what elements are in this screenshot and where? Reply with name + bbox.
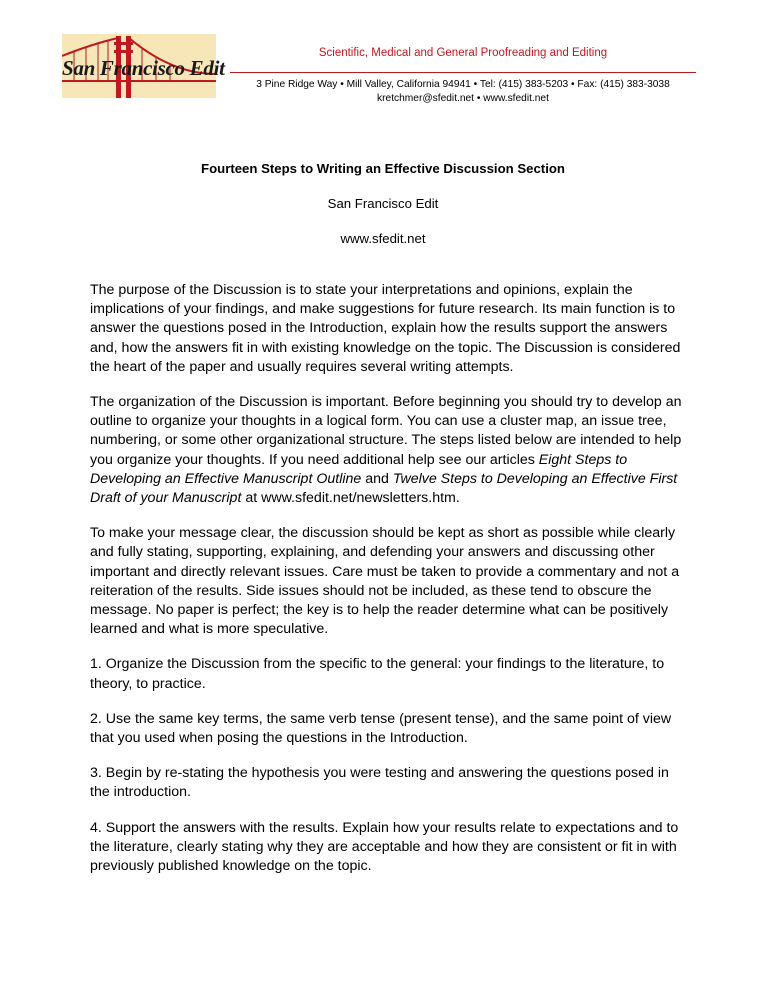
organization-and: and bbox=[361, 470, 393, 487]
step-item: 2. Use the same key terms, the same verb tense (present tense), and the same point of view that you used when posing the questions in the Introduction. bbox=[90, 710, 672, 747]
document-website: www.sfedit.net bbox=[340, 231, 426, 246]
company-logo bbox=[62, 34, 225, 98]
document-title: Fourteen Steps to Writing an Effective Discussion Section bbox=[201, 161, 565, 176]
document-body bbox=[90, 281, 690, 892]
document-author: San Francisco Edit bbox=[327, 196, 439, 211]
organization-paragraph bbox=[90, 393, 690, 508]
letterhead-contact bbox=[226, 78, 700, 106]
article-title-outline: Eight Steps to Developing an Effective Manuscript Outline bbox=[90, 451, 628, 487]
email-web-line: kretchmer@sfedit.net • www.sfedit.net bbox=[377, 93, 549, 104]
step-item: 4. Support the answers with the results. Explain how your results relate to expectations and to the literature, clearly stating why they are acceptable and how they are consistent or fit in with previously published knowledge on the topic. bbox=[90, 819, 679, 875]
organization-text: The organization of the Discussion is important. Before beginning you should try to develop an outline to organize your thoughts in a logical form. You can use a cluster map, an issue tree, numbering, or some other organizational structure. The steps listed below are intended to help you organize your thoughts. If you need additional help see our articles bbox=[90, 394, 682, 468]
intro-paragraph: The purpose of the Discussion is to state your interpretations and opinions, explain the implications of your findings, and make suggestions for future research. Its main function is to answer the questions posed in the Introduction, explain how the results support the answers and, how the answers fit in with existing knowledge on the topic. The Discussion is considered the heart of the paper and usually requires several writing attempts. bbox=[90, 282, 681, 375]
step-item: 3. Begin by re-stating the hypothesis you were testing and answering the questions posed in the introduction. bbox=[90, 765, 669, 801]
address-line: 3 Pine Ridge Way • Mill Valley, California 94941 • Tel: (415) 383-5203 • Fax: (415) 383-3038 bbox=[256, 79, 670, 90]
logo-text: San Francisco Edit bbox=[62, 56, 225, 80]
clarity-paragraph: To make your message clear, the discussion should be kept as short as possible while clearly and fully stating, supporting, explaining, and defending your answers and discussing other important and directly relevant issues. Care must be taken to provide a commentary and not a reiteration of the results. Side issues should not be included, as these tend to obscure the message. No paper is perfect; the key is to help the reader determine what can be positively learned and what is more speculative. bbox=[90, 525, 680, 638]
step-item: 1. Organize the Discussion from the specific to the general: your findings to the literature, to theory, to practice. bbox=[90, 656, 665, 692]
article-title-first-draft: Twelve Steps to Developing an Effective First Draft of your Manuscript bbox=[90, 470, 678, 507]
organization-url: at www.sfedit.net/newsletters.htm. bbox=[241, 490, 460, 507]
letterhead-divider bbox=[230, 72, 696, 73]
letterhead-tagline: Scientific, Medical and General Proofreading and Editing bbox=[318, 47, 608, 59]
